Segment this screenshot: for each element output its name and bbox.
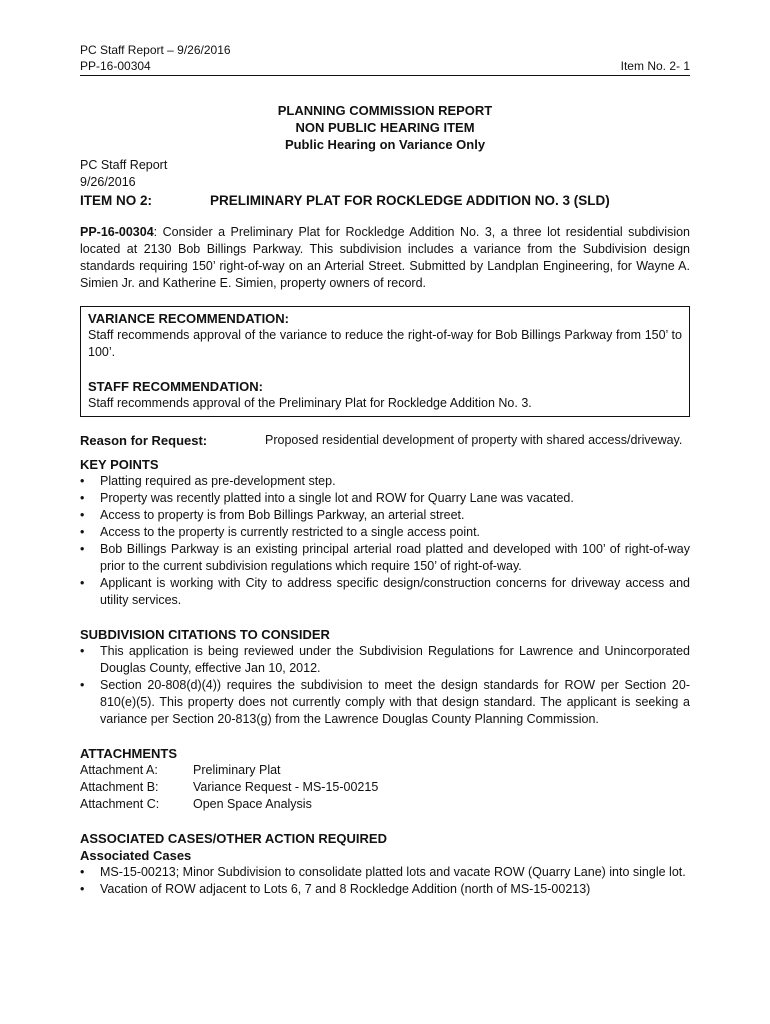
header-case-number: PP-16-00304 (80, 59, 151, 73)
associated-list (80, 864, 690, 898)
associated-section (80, 830, 690, 898)
reason-label: Reason for Request: (80, 433, 208, 448)
header-line-2 (80, 58, 690, 76)
bullet-icon: • (80, 508, 85, 522)
header-item-number: Item No. 2- 1 (620, 59, 690, 73)
recommendation-box (80, 306, 690, 417)
attachment-row: Attachment C: Open Space Analysis (80, 797, 312, 811)
bullet-icon: • (80, 644, 85, 658)
list-item: • Platting required as pre-development step. (80, 474, 336, 488)
summary-text: : Consider a Preliminary Plat for Rockledge Addition No. 3, a three lot residential subdivision located at 2130 Bob Billings Parkway. This subdivision includes a variance from the Subdivision design standards requiring 150’ right-of-way on an Arterial Street. Submitted by Landplan Engineering, for Wayne A. Simien Jr. and Katherine E. Simien, property owners of record. (80, 225, 690, 290)
attachments-heading: ATTACHMENTS (80, 746, 178, 761)
report-title (80, 102, 690, 153)
list-item: • This application is being reviewed under the Subdivision Regulations for Lawrence and Unincorporated Douglas County, effective Jan 10, 2012. (80, 644, 690, 675)
key-points-list (80, 473, 690, 609)
header-report-date: PC Staff Report – 9/26/2016 (80, 43, 231, 57)
bullet-icon: • (80, 525, 85, 539)
key-points-section (80, 456, 690, 609)
reason-text: Proposed residential development of property with shared access/driveway. (265, 433, 683, 447)
bullet-icon: • (80, 576, 85, 590)
title-line-2: NON PUBLIC HEARING ITEM (295, 120, 475, 135)
list-item: • Bob Billings Parkway is an existing principal arterial road platted and developed with 100’ of right-of-way prior to the current subdivision regulations which require 150’ of right-of-way. (80, 542, 690, 573)
list-item: • MS-15-00213; Minor Subdivision to consolidate platted lots and vacate ROW (Quarry Lane) into single lot. (80, 865, 686, 879)
staff-text: Staff recommends approval of the Preliminary Plat for Rockledge Addition No. 3. (88, 396, 532, 410)
list-item: • Access to property is from Bob Billings Parkway, an arterial street. (80, 508, 465, 522)
bullet-icon: • (80, 865, 85, 879)
associated-heading: ASSOCIATED CASES/OTHER ACTION REQUIRED (80, 831, 387, 846)
summary-case: PP-16-00304 (80, 225, 154, 239)
reason-for-request (80, 432, 690, 449)
variance-text: Staff recommends approval of the variance to reduce the right-of-way for Bob Billings Parkway from 150’ to 100’. (88, 328, 682, 359)
variance-heading: VARIANCE RECOMMENDATION: (88, 311, 290, 326)
bullet-icon: • (80, 882, 85, 896)
meta-report: PC Staff Report (80, 158, 168, 172)
list-item: • Applicant is working with City to address specific design/construction concerns for driveway access and utility services. (80, 576, 690, 607)
meta-date: 9/26/2016 (80, 175, 136, 189)
attachment-row: Attachment A: Preliminary Plat (80, 763, 281, 777)
attachment-link: Open Space Analysis (193, 797, 312, 811)
attachments-section (80, 745, 690, 813)
staff-heading: STAFF RECOMMENDATION: (88, 379, 263, 394)
citations-list (80, 643, 690, 728)
attachment-link: Preliminary Plat (193, 763, 281, 777)
header-line-1 (80, 42, 690, 58)
bullet-icon: • (80, 491, 85, 505)
list-item: • Property was recently platted into a single lot and ROW for Quarry Lane was vacated. (80, 491, 574, 505)
bullet-icon: • (80, 542, 85, 556)
associated-subheading: Associated Cases (80, 848, 192, 863)
summary-paragraph (80, 224, 690, 292)
bullet-icon: • (80, 678, 85, 692)
citations-section (80, 626, 690, 728)
list-item: • Vacation of ROW adjacent to Lots 6, 7 and 8 Rockledge Addition (north of MS-15-00213) (80, 882, 591, 896)
title-line-3: Public Hearing on Variance Only (284, 137, 486, 152)
item-heading (80, 192, 690, 210)
attachment-row: Attachment B: Variance Request - MS-15-00215 (80, 780, 379, 794)
citations-heading: SUBDIVISION CITATIONS TO CONSIDER (80, 627, 330, 642)
item-label: ITEM NO 2: (80, 193, 153, 208)
key-points-heading: KEY POINTS (80, 457, 159, 472)
attachment-link: Variance Request - MS-15-00215 (193, 780, 379, 794)
bullet-icon: • (80, 474, 85, 488)
report-meta (80, 157, 690, 191)
list-item: • Section 20-808(d)(4)) requires the subdivision to meet the design standards for ROW per Section 20-810(e)(5). This property does not currently comply with that design standard. The applicant is seeking a variance per Section 20-813(g) from the Lawrence Douglas County Planning Commission. (80, 678, 690, 726)
title-line-1: PLANNING COMMISSION REPORT (277, 103, 493, 118)
list-item: • Access to the property is currently restricted to a single access point. (80, 525, 481, 539)
item-title: PRELIMINARY PLAT FOR ROCKLEDGE ADDITION NO. 3 (SLD) (210, 193, 610, 208)
